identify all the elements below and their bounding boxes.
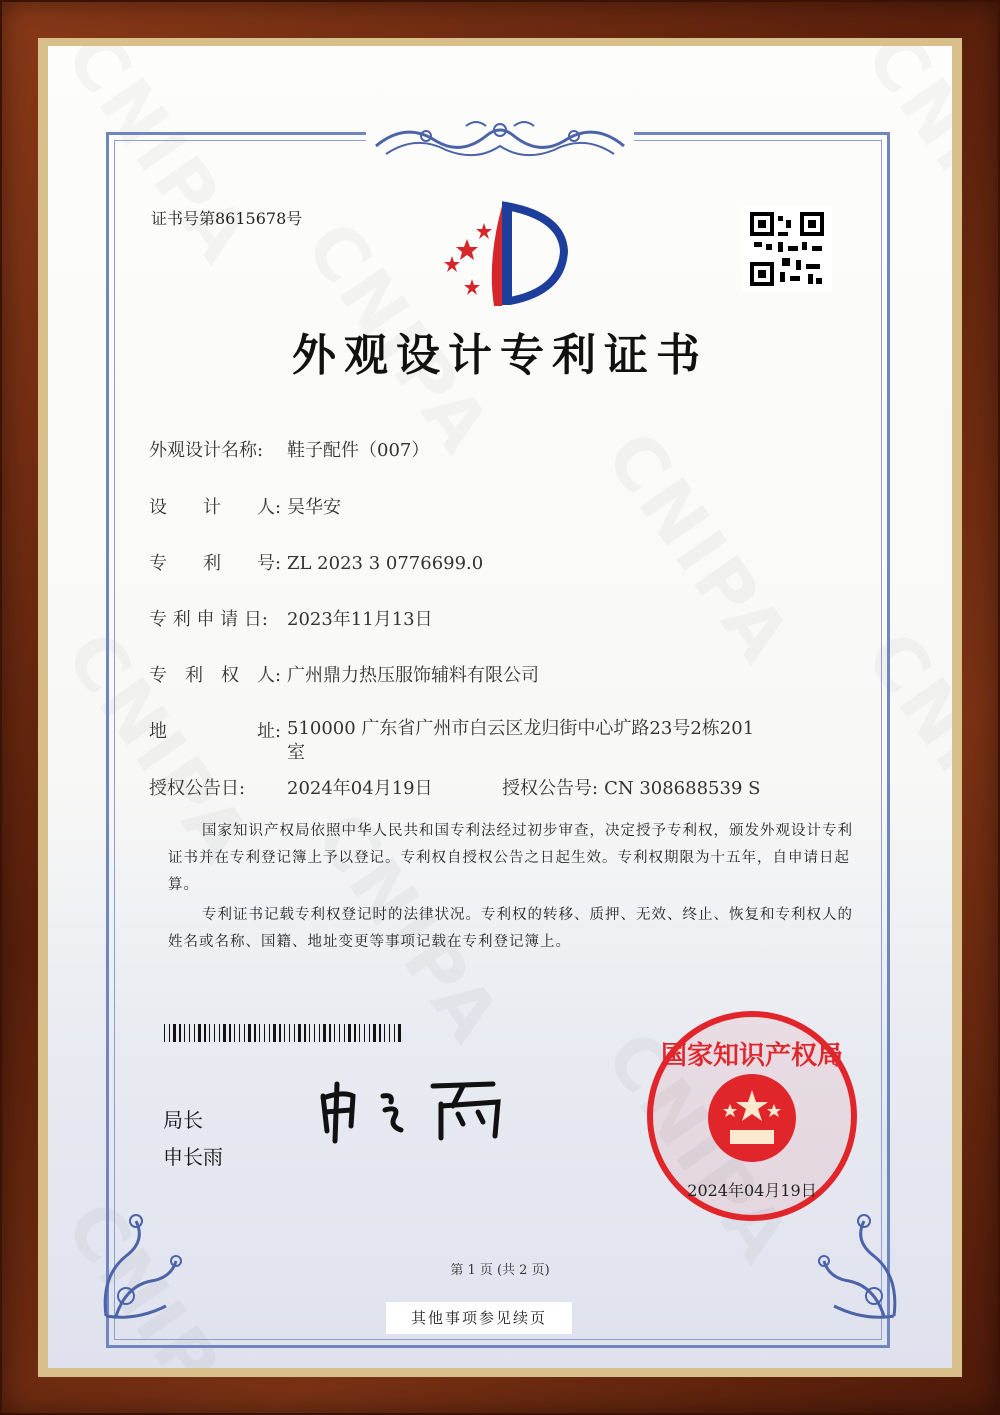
field-label: 专 利 申 请 日: bbox=[149, 609, 268, 630]
field-label: 地 址: bbox=[149, 721, 282, 742]
cnipa-logo-icon bbox=[432, 201, 572, 311]
field-value: 510000 广东省广州市白云区龙归街中心圹路23号2栋201室 bbox=[287, 718, 755, 763]
paragraph-grant: 国家知识产权局依照中华人民共和国专利法经过初步审查，决定授予专利权，颁发外观设计专利证书并在专利登记簿上予以登记。专利权自授权公告之日起生效。专利权期限为十五年，自申请日起算。 bbox=[168, 823, 853, 893]
paragraph-legal-status: 专利证书记载专利权登记时的法律状况。专利权的转移、质押、无效、终止、恢复和专利权人的姓名或名称、国籍、地址变更等事项记载在专利登记簿上。 bbox=[168, 907, 853, 950]
director-name: 申长雨 bbox=[163, 1145, 223, 1169]
field-label: 授权公告日: bbox=[149, 778, 246, 799]
field-value: 2023年11月13日 bbox=[287, 609, 433, 630]
seal-date: 2024年04月19日 bbox=[687, 1181, 817, 1200]
certificate-number: 证书号第8615678号 bbox=[151, 209, 303, 228]
field-value: 吴华安 bbox=[287, 497, 341, 518]
seal-text: 国家知识产权局 bbox=[660, 1041, 844, 1071]
field-label: 外观设计名称: bbox=[149, 440, 264, 461]
continuation-note: 其他事项参见续页 bbox=[386, 1302, 572, 1334]
field-patent-number bbox=[149, 549, 483, 575]
field-designer bbox=[149, 493, 341, 519]
certificate-title: 外观设计专利证书 bbox=[292, 330, 708, 381]
field-label: 专 利 权 人: bbox=[149, 665, 282, 686]
field-label: 专 利 号: bbox=[149, 553, 282, 574]
director-title: 局长 bbox=[163, 1108, 203, 1132]
field-grant-date bbox=[149, 774, 760, 800]
official-seal bbox=[642, 1006, 862, 1226]
field-value: 2024年04月19日 bbox=[287, 778, 433, 799]
field-label: 设 计 人: bbox=[149, 497, 282, 518]
certificate-paper bbox=[48, 46, 952, 1368]
field-value: 广州鼎力热压服饰辅料有限公司 bbox=[287, 665, 539, 686]
page-number: 第 1 页 (共 2 页) bbox=[450, 1263, 550, 1278]
director-signature bbox=[313, 1066, 523, 1146]
qr-code bbox=[742, 206, 832, 292]
barcode bbox=[164, 1024, 406, 1042]
field-label: 授权公告号: bbox=[502, 778, 599, 799]
field-design-name bbox=[149, 436, 429, 462]
field-value: CN 308688539 S bbox=[604, 778, 761, 799]
field-application-date bbox=[149, 605, 433, 631]
field-patentee bbox=[149, 661, 539, 687]
field-value: ZL 2023 3 0776699.0 bbox=[287, 553, 484, 574]
field-address bbox=[149, 717, 757, 765]
field-value: 鞋子配件（007） bbox=[287, 440, 430, 461]
top-ornament-icon bbox=[366, 116, 634, 166]
